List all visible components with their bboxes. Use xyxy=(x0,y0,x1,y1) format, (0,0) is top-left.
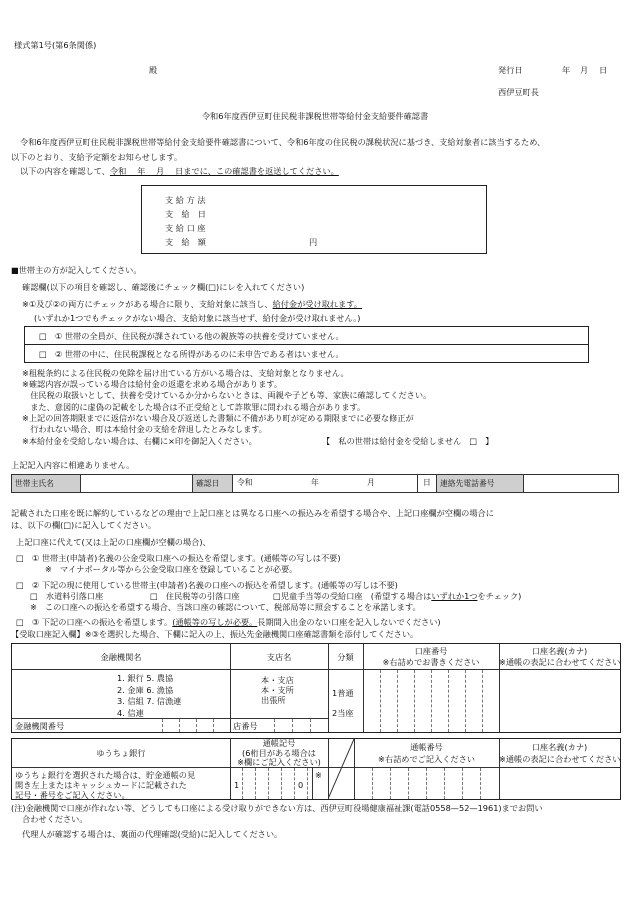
yucho-account-table xyxy=(11,738,621,800)
note-item: ※上記の回答期限までに返信がない場合及び返送した書類に不備があり町が定める期限までに必要な修正が xyxy=(22,412,414,423)
document-title: 令和6年度西伊豆町住民税非課税世帯等給付金支給要件確認書 xyxy=(201,111,429,121)
account-intro-2: は、以下の欄(□)に記入してください。 xyxy=(11,520,157,530)
footer-note: (注)金融機関で口座が作れない等、どうしても口座による受け取りができない方は、西伊豆町役場健康福祉課(電話0558—52—1961)までお問い xyxy=(11,803,543,813)
footer-note-2: 合わせください。 xyxy=(22,814,88,824)
yucho-symbol-field[interactable] xyxy=(231,768,328,799)
yucho-desc-line: 記号・番号をご記入ください。 xyxy=(15,790,130,800)
branch-type-option: 出張所 xyxy=(261,695,286,705)
signature-row xyxy=(11,474,619,493)
option-2b-tax[interactable]: □ 住民税等の引落口座 xyxy=(150,591,240,601)
check-items-box xyxy=(24,326,589,363)
note-item: ※租税条約による住民税の免除を届け出ている方がいる場合は、支給対象となりません。 xyxy=(22,368,349,378)
disabled-slash-icon xyxy=(328,739,354,799)
account-type-option: 1普通 xyxy=(332,688,354,698)
confirmation-statement: 上記記入内容に相違ありません。 xyxy=(11,460,135,470)
branch-type-option: 本・支店 xyxy=(261,675,294,685)
proxy-note: 代理人が確認する場合は、裏面の代理確認(受給)に記入してください。 xyxy=(22,829,283,839)
option-2c-end: をチェック) xyxy=(477,591,522,601)
confirm-date-field[interactable] xyxy=(233,475,431,493)
option-1-mynumber-account[interactable]: □ ① 世帯主(申請者)名義の公金受取口座への振込を希望します。(通帳等の写しは不要) xyxy=(16,553,341,563)
yucho-number-header: 通帳番号 xyxy=(410,742,443,752)
issuer-name: 西伊豆町長 xyxy=(498,87,539,97)
eligibility-note-emphasis: 給付金が受け取れます。 xyxy=(272,299,362,309)
account-number-field[interactable] xyxy=(364,670,498,732)
yucho-desc-line: 開き左上またはキャッシュカードに記載された xyxy=(15,780,187,790)
issue-day-label: 日 xyxy=(599,65,608,75)
option-3-suffix: 長期間入出金のない口座を記入しないでください) xyxy=(257,617,441,627)
date-day: 日 xyxy=(423,478,431,487)
yucho-holder-note: ※通帳の表記に合わせてください xyxy=(499,754,621,764)
issue-month-label: 月 xyxy=(580,65,589,75)
option-2c-emphasis: いずれか1つ xyxy=(431,591,478,601)
account-holder-field[interactable] xyxy=(500,670,619,732)
form-number: 様式第1号(第6条関係) xyxy=(14,40,97,50)
check-instruction: 確認欄(以下の項目を確認し、確認後にチェック欄(□)にレを入れてください) xyxy=(22,282,305,292)
check-item-1-label: □ ① 世帯の全員が、住民税が課されている他の親族等の扶養を受けていません。 xyxy=(39,331,344,341)
option-2-note: ※ この口座への振込を希望する場合、当該口座の確認について、税部局等に照会することを承諾します。 xyxy=(30,602,421,612)
account-intro-1: 記載された口座を既に解約しているなどの理由で上記口座とは異なる口座への振込みを希望する場合や、上記口座欄が空欄の場合に xyxy=(11,508,494,518)
payment-method-label: 支 給 方 法 xyxy=(165,195,206,205)
yucho-symbol-note-1: (6桁目がある場合は xyxy=(242,747,316,758)
issue-year-label: 年 xyxy=(562,65,571,75)
date-month: 月 xyxy=(367,478,375,487)
branch-type-option: 本・支所 xyxy=(261,685,294,695)
date-era: 令和 xyxy=(237,478,253,487)
bank-type-option: 3. 信組 7. 信漁連 xyxy=(117,696,182,706)
check-item-1[interactable] xyxy=(25,327,588,345)
note-item: また、意図的に虚偽の記載をした場合は不正受給として詐欺罪に問われる場合があります。 xyxy=(22,401,366,412)
check-item-2[interactable] xyxy=(25,346,588,362)
eligibility-note xyxy=(22,299,362,309)
yucho-name-header: ゆうちょ銀行 xyxy=(96,748,146,758)
yucho-symbol-note-2: ※欄にご記入ください) xyxy=(237,757,321,767)
yucho-desc-line: ゆうちょ銀行を選択された場合は、貯金通帳の見 xyxy=(15,770,196,780)
intro-line-3 xyxy=(20,166,339,176)
head-name-label: 世帯主氏名 xyxy=(12,475,81,493)
account-type-options[interactable] xyxy=(332,683,354,723)
account-number-note: ※右詰めでお書きください xyxy=(382,657,480,667)
yucho-symbol-title: 通帳記号 xyxy=(262,738,296,748)
bank-entry-heading: 【受取口座記入欄】※③を選択した場合、下欄に記入の上、振込先金融機関口座確認書類を添付してください。 xyxy=(11,629,419,639)
yucho-holder-field[interactable] xyxy=(500,768,619,799)
bank-type-options[interactable] xyxy=(117,673,181,719)
eligibility-note-prefix: ※①及び②の両方にチェックがある場合に限り、支給対象に該当し、 xyxy=(22,299,273,309)
account-type-header: 分類 xyxy=(337,652,354,662)
payment-account-label: 支 給 口 座 xyxy=(165,223,206,233)
branch-name-header: 支店名 xyxy=(266,652,292,662)
option-2c-child[interactable] xyxy=(273,591,521,601)
confirm-date-label: 確認日 xyxy=(193,475,233,493)
bank-type-option: 4. 信連 xyxy=(117,707,144,718)
date-year: 年 xyxy=(311,478,319,487)
intro-line-3-prefix: 以下の内容を確認して、 xyxy=(20,166,110,176)
eligibility-note-2: (いずれか1つでもチェックがない場合、支給対象に該当せず、給付金が受け取れません。) xyxy=(34,313,361,323)
yucho-holder-header: 口座名義(カナ) xyxy=(531,742,588,752)
option-3-emphasis: (通帳等の写しが必要。 xyxy=(172,617,258,627)
option-3-label: □ ③ 下記の口座への振込を希望します。 xyxy=(16,617,173,627)
note-item: 住民税の取扱いとして、扶養を受けているか分からないときは、両親や子ども等、家族に確認してください。 xyxy=(22,390,432,401)
option-2-existing-account[interactable]: □ ② 下記の現に使用している世帯主(申請者)名義の口座への振込を希望します。(通帳等の写しは不要) xyxy=(16,580,398,590)
account-holder-header: 口座名義(カナ) xyxy=(531,646,588,656)
yucho-sixth-digit-mark: ※ xyxy=(315,770,322,780)
branch-code-label: 店番号 xyxy=(233,721,258,731)
return-deadline: 令和 年 月 日までに、この確認書を返送してください。 xyxy=(109,166,339,176)
check-item-2-label: □ ② 世帯の中に、住民税課税となる所得があるのに未申告である者はいません。 xyxy=(39,349,344,359)
bank-type-option: 1. 銀行 5. 農協 xyxy=(117,673,174,683)
option-3-new-account[interactable] xyxy=(16,617,441,627)
option-2c-label: □児童手当等の受給口座 (希望する場合は xyxy=(273,591,432,601)
section-heading: ■世帯主の方が記入してください。 xyxy=(11,265,142,275)
head-name-field[interactable] xyxy=(81,475,193,493)
yucho-number-note: ※右詰めでご記入ください xyxy=(378,754,475,764)
note-item: 行われない場合、町は本給付金の支給を辞退したとみなします。 xyxy=(22,424,267,435)
account-type-option: 2当座 xyxy=(332,708,354,718)
account-number-header: 口座番号 xyxy=(414,646,448,656)
payment-info-box xyxy=(141,185,487,254)
yucho-symbol-header xyxy=(230,739,328,768)
yucho-symbol-suffix: 0 xyxy=(298,780,304,790)
bank-code-label: 金融機関番号 xyxy=(15,721,65,731)
phone-label: 連絡先電話番号 xyxy=(437,475,524,493)
account-intro-3: 上記口座に代えて(又は上記の口座欄が空欄の場合)、 xyxy=(16,537,211,547)
phone-field[interactable] xyxy=(524,475,619,493)
notes-list xyxy=(22,368,431,435)
note-item: ※確認内容が誤っている場合は給付金の返還を求める場合があります。 xyxy=(22,379,283,390)
intro-line-1: 令和6年度西伊豆町住民税非課税世帯等給付金支給要件確認書について、令和6年度の住民税の課税状況に基づき、支給対象者に該当するため、 xyxy=(20,137,546,147)
payment-date-label: 支 給 日 xyxy=(165,209,206,219)
decline-note: ※本給付金を受給しない場合は、右欄に×印を御記入ください。 xyxy=(22,436,257,446)
addressee-suffix: 殿 xyxy=(149,65,158,75)
bank-name-header: 金融機関名 xyxy=(100,652,142,662)
issue-date-label: 発行日 xyxy=(498,65,523,75)
option-2a-water[interactable]: □ 水道料引落口座 xyxy=(30,591,104,601)
yucho-symbol-prefix: 1 xyxy=(234,780,240,790)
option-1-note: ※ マイナポータル等から公金受取口座を登録していることが必要。 xyxy=(45,564,298,574)
account-holder-note: ※通帳の表記に合わせてください xyxy=(499,657,621,667)
branch-code-field[interactable] xyxy=(274,719,328,732)
yucho-number-field[interactable] xyxy=(355,768,499,799)
branch-type-options[interactable] xyxy=(261,675,294,705)
intro-line-2: 以下のとおり、支給予定額をお知らせします。 xyxy=(11,152,183,162)
bank-account-table xyxy=(11,643,621,733)
yucho-description xyxy=(15,770,195,800)
payment-amount-label: 支 給 額 xyxy=(165,237,206,247)
bank-type-option: 2. 金庫 6. 漁協 xyxy=(117,684,174,695)
yen-unit: 円 xyxy=(309,237,318,247)
decline-checkbox[interactable]: 【 私の世帯は給付金を受給しません □ 】 xyxy=(322,436,494,446)
